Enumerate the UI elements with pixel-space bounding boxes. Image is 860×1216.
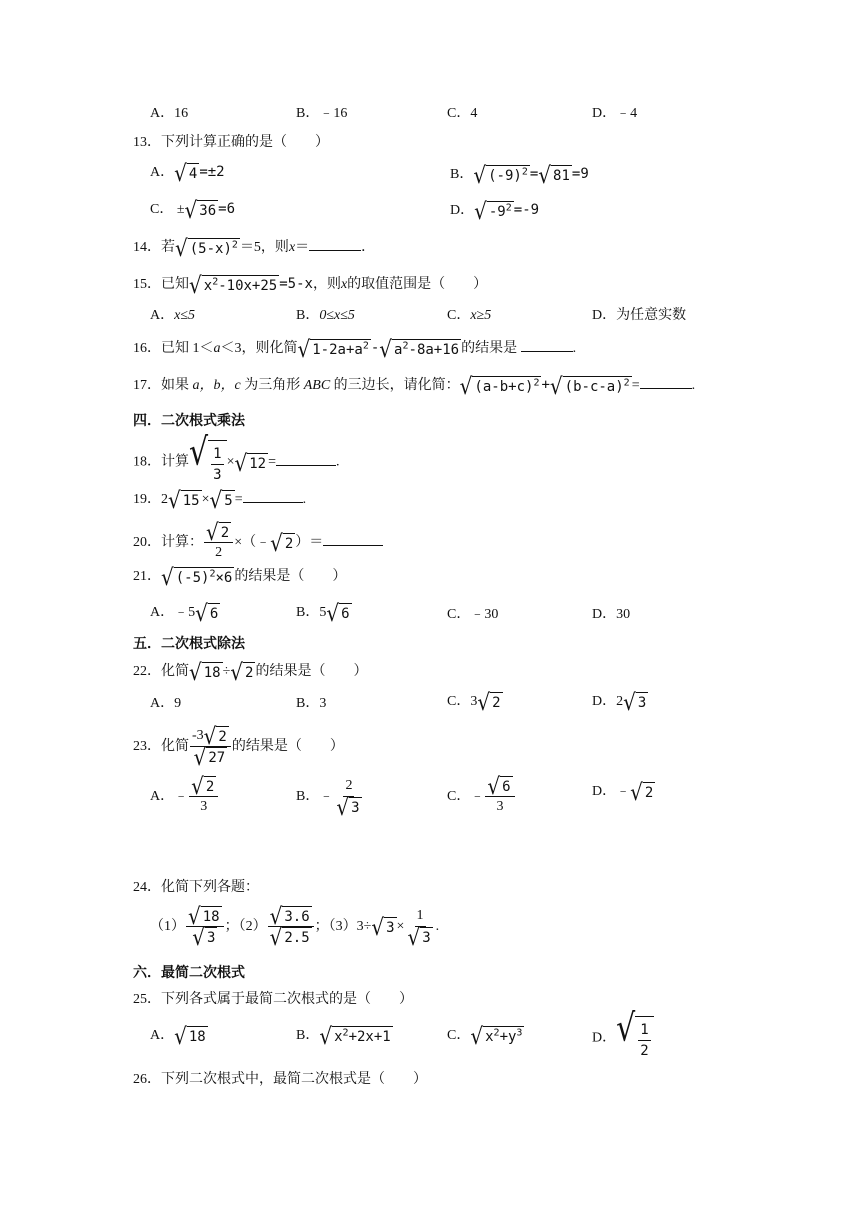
minus: - <box>370 340 380 356</box>
question-15 <box>133 270 488 299</box>
text: ． <box>361 240 376 255</box>
exponent: 2 <box>521 166 528 178</box>
exponent: 2 <box>212 276 219 288</box>
denominator: 3 <box>200 799 208 815</box>
radicand: 18 <box>202 662 223 682</box>
radicand: (b-c-a) <box>564 378 624 395</box>
radicand: 6 <box>500 776 512 796</box>
radicand: 4 <box>187 163 199 183</box>
radicand: -8a+16 <box>408 341 460 358</box>
option-label: A． <box>150 1028 175 1044</box>
text: ×（﹣ <box>234 534 271 550</box>
radicand: 2 <box>490 692 502 712</box>
question-number: 13． <box>133 135 161 150</box>
option-label: B．5 <box>296 605 327 621</box>
sqrt-expression: √ 3 <box>371 912 395 941</box>
question-19 <box>133 485 307 514</box>
option-text: x≥5 <box>470 308 492 323</box>
text: 化简 <box>161 664 189 680</box>
text: ＝5，则 <box>239 240 289 255</box>
variables: a，b，c <box>192 378 241 393</box>
question-24-parts <box>150 902 440 952</box>
radicand: 27 <box>206 747 227 767</box>
radicand: ×6 <box>215 570 233 586</box>
radicand: 36 <box>197 200 218 220</box>
q22-option-a: A．9 <box>150 696 182 711</box>
equals: = <box>529 166 539 182</box>
question-number: 26． <box>133 1072 161 1087</box>
question-number: 17． <box>133 378 161 393</box>
option-label: A．﹣5 <box>150 605 196 621</box>
q23-option-a <box>150 772 219 817</box>
sqrt-expression: √ $a^2-8a+16$ <box>379 334 460 363</box>
text: 为三角形 <box>244 378 301 393</box>
section-heading: 五．二次根式除法 <box>133 636 245 652</box>
radicand: 3 <box>205 927 217 947</box>
sqrt-expression: √ 2 <box>191 772 215 800</box>
radicand: 3 <box>349 797 361 817</box>
radicand: 5 <box>222 490 234 510</box>
radicand: 6 <box>208 603 220 623</box>
option-label: C． <box>150 202 174 217</box>
text: . <box>691 378 696 393</box>
question-26 <box>133 1070 427 1090</box>
question-number: 25． <box>133 992 161 1007</box>
radicand: 12 <box>247 453 268 473</box>
option-label: D． <box>450 203 475 218</box>
plus: + <box>541 377 550 393</box>
equals: = <box>631 378 640 393</box>
q13-option-d <box>450 196 540 225</box>
q21-option-c: C．﹣30 <box>447 607 499 622</box>
q21-option-b <box>296 599 352 627</box>
text: ）＝ <box>295 534 324 550</box>
sqrt-expression: √ 18 <box>188 902 220 930</box>
q25-option-d <box>592 1006 654 1061</box>
question-13 <box>133 133 329 153</box>
sqrt-expression: √ $1-2a+a^2$ <box>297 334 369 363</box>
sqrt-expression: √ 4 <box>174 158 198 187</box>
sqrt-expression: √ $(a-b+c)^2$ <box>459 371 540 400</box>
times: × <box>396 918 405 934</box>
sqrt-expression: √ 5 <box>209 485 233 514</box>
sqrt-expression: √ $(-5)^2\times 6$ <box>161 563 233 591</box>
option-label: C．3 <box>447 694 478 710</box>
radicand: 1-2a+a <box>312 341 363 358</box>
numerator: 1 <box>415 906 426 927</box>
text: 的三边长，请化简： <box>333 378 460 393</box>
radicand: 18 <box>187 1026 208 1046</box>
text: 计算： <box>161 534 203 550</box>
q22-option-d <box>592 688 648 716</box>
text: 的结果是（ ） <box>231 738 344 754</box>
radicand: +2x+1 <box>348 1029 391 1045</box>
text: 计算 <box>161 454 189 470</box>
radicand: (a-b+c) <box>474 378 534 395</box>
times: × <box>226 454 235 470</box>
denominator: 3 <box>496 799 504 815</box>
option-label: B． <box>450 167 474 182</box>
sqrt-expression: √ 2 <box>230 658 254 686</box>
radicand: x <box>203 277 213 294</box>
option-text: x≤5 <box>174 308 196 323</box>
radicand: 2 <box>204 776 216 796</box>
option-rest: =-9 <box>513 202 540 218</box>
radicand: -10x+25 <box>218 277 278 294</box>
answer-blank[interactable] <box>640 374 692 389</box>
radicand: x <box>334 1029 343 1045</box>
text: 的取值范围是（ ） <box>347 277 488 292</box>
equals: = <box>234 492 243 507</box>
question-number: 21． <box>133 569 161 585</box>
option-rest: =6 <box>218 201 235 217</box>
sqrt-expression: √ 2 <box>630 778 654 806</box>
q23-option-d <box>592 778 655 806</box>
text: 若 <box>161 240 175 255</box>
q13-option-a <box>150 158 225 187</box>
radicand: 3 <box>420 927 432 947</box>
question-number: 14． <box>133 240 161 255</box>
exponent: 2 <box>623 377 630 389</box>
fraction <box>190 722 231 772</box>
fraction <box>204 518 233 563</box>
fraction <box>485 772 514 817</box>
option-label: D．2 <box>592 694 624 710</box>
q13-option-c <box>150 195 235 224</box>
sqrt-expression: √ 6 <box>195 599 219 627</box>
text: ，则 <box>312 277 341 292</box>
question-stem: 下列二次根式中，最简二次根式是（ ） <box>161 1072 427 1087</box>
radicand: a <box>394 341 403 358</box>
option-label: C． <box>447 308 471 323</box>
q21-option-a <box>150 599 220 627</box>
numerator: 2 <box>343 776 354 797</box>
question-14 <box>133 233 376 262</box>
question-23 <box>133 722 344 772</box>
plus-minus: ± <box>176 202 185 217</box>
text: 已知 <box>161 277 189 292</box>
variable: x <box>288 240 296 255</box>
question-17 <box>133 371 696 400</box>
q25-option-c <box>447 1022 524 1050</box>
variable: a <box>213 341 221 356</box>
sqrt-expression: √ 3.6 <box>269 902 310 930</box>
question-number: 23． <box>133 738 161 754</box>
radicand: 81 <box>551 165 572 185</box>
question-stem: 下列各式属于最简二次根式的是（ ） <box>161 992 413 1007</box>
sqrt-expression: √ 3 <box>192 923 216 952</box>
q23-option-b <box>296 776 365 821</box>
q15-option-a <box>150 306 195 326</box>
option-text: 0≤x≤5 <box>319 308 355 323</box>
sqrt-expression: √ 2 <box>477 688 501 716</box>
text: 化简 <box>161 738 189 754</box>
option-label: A． <box>150 165 175 180</box>
exponent: 2 <box>231 239 238 251</box>
answer-blank[interactable] <box>276 451 336 466</box>
sqrt-expression: √ 81 <box>538 160 570 189</box>
option-rest: =9 <box>571 166 589 182</box>
question-number: 24． <box>133 880 161 895</box>
question-16 <box>133 334 577 363</box>
radicand: 18 <box>201 906 222 926</box>
q22-option-c <box>447 688 503 716</box>
exponent: 2 <box>362 340 369 352</box>
question-22 <box>133 658 368 686</box>
text: 已知 1＜ <box>161 341 214 356</box>
sqrt-expression: √ 2 <box>203 722 227 750</box>
question-number: 18． <box>133 454 161 470</box>
text: ＝ <box>295 240 310 255</box>
question-stem: 下列计算正确的是（ ） <box>161 135 329 150</box>
numerator: 1 <box>211 444 223 465</box>
radicand: 2.5 <box>282 927 311 947</box>
answer-blank[interactable] <box>309 236 361 251</box>
question-21 <box>133 563 347 591</box>
radicand: 3.6 <box>282 906 311 926</box>
option-label: B． <box>296 308 320 323</box>
radicand: 6 <box>339 603 351 623</box>
radicand: 2 <box>216 726 228 746</box>
part-label: ；（2） <box>224 918 267 934</box>
sqrt-expression: √ 3 <box>407 923 431 951</box>
q15-option-b <box>296 306 355 326</box>
question-24 <box>133 878 259 898</box>
exponent: 2 <box>533 377 540 389</box>
sqrt-expression: √ 15 <box>168 485 200 514</box>
q15-option-c <box>447 306 491 326</box>
radicand: (5-x) <box>189 240 232 257</box>
option-label: D．﹣ <box>592 784 631 800</box>
answer-blank[interactable] <box>323 531 383 546</box>
exponent: 2 <box>342 1027 349 1039</box>
text: ＜3，则化简 <box>220 341 298 356</box>
q12-option-d: D．﹣4 <box>592 106 638 121</box>
option-label: A． <box>150 308 175 323</box>
sqrt-expression: √ $\frac{1}{3}$ <box>189 440 227 485</box>
radicand: 15 <box>181 490 202 510</box>
sqrt-expression: √ 2 <box>270 528 294 557</box>
text: 的结果是（ ） <box>234 569 347 585</box>
q13-option-b <box>450 160 589 189</box>
radicand: 2 <box>283 533 295 553</box>
answer-blank[interactable] <box>521 337 573 352</box>
question-number: 19． <box>133 492 161 507</box>
fraction <box>334 776 363 821</box>
equals: = <box>268 454 276 470</box>
sqrt-expression: √ 18 <box>189 658 221 686</box>
coefficient: 2 <box>161 492 168 507</box>
q25-option-b <box>296 1022 393 1050</box>
radicand: 2 <box>219 522 231 542</box>
sqrt-expression: √ $\frac{1}{2}$ <box>616 1016 654 1061</box>
question-number: 22． <box>133 664 161 680</box>
sqrt-expression: √ 3 <box>623 688 647 716</box>
radicand: +y <box>499 1029 517 1045</box>
exponent: 2 <box>402 340 409 352</box>
q12-option-c: C．4 <box>447 106 478 121</box>
text: . <box>302 492 307 507</box>
sqrt-expression: √ 2.5 <box>269 923 310 952</box>
exponent: 2 <box>505 202 512 214</box>
exponent: 2 <box>493 1027 500 1039</box>
option-label: B．﹣ <box>296 788 334 804</box>
option-label: A．﹣ <box>150 788 189 804</box>
question-18 <box>133 430 340 485</box>
radicand: -9 <box>488 203 506 220</box>
radicand: 3 <box>636 692 648 712</box>
sqrt-expression: √ 18 <box>174 1022 206 1050</box>
fraction <box>405 906 434 951</box>
radicand: 2 <box>643 782 655 802</box>
radicand: (-5) <box>175 570 210 586</box>
radicand: (-9) <box>488 167 522 184</box>
sqrt-expression: √ $(-9)^2$ <box>473 160 528 189</box>
radicand: 3 <box>384 917 396 937</box>
numerator-coefficient: -3 <box>192 728 204 744</box>
fraction <box>211 444 223 485</box>
option-rest: =±2 <box>199 164 225 180</box>
sqrt-expression: √ $x^2+2x+1$ <box>319 1022 391 1050</box>
sqrt-expression: √ 27 <box>193 743 226 772</box>
q23-option-c <box>447 772 516 817</box>
text: 如果 <box>161 378 189 393</box>
question-number: 16． <box>133 341 161 356</box>
text: 的结果是（ ） <box>255 664 368 680</box>
q12-option-b: B．﹣16 <box>296 106 348 121</box>
option-label: C． <box>447 1028 471 1044</box>
answer-blank[interactable] <box>243 488 303 503</box>
text: . <box>572 341 577 356</box>
times: × <box>201 492 210 507</box>
question-number: 15． <box>133 277 161 292</box>
sqrt-expression: √ 6 <box>326 599 350 627</box>
question-stem: 化简下列各题： <box>161 880 259 895</box>
fraction <box>186 902 224 952</box>
section-heading: 六．最简二次根式 <box>133 965 245 981</box>
text: 的结果是 <box>461 341 518 356</box>
text: =5-x <box>279 276 313 292</box>
sqrt-expression: √ 2 <box>206 518 230 546</box>
fraction <box>189 772 218 817</box>
option-label: D． <box>592 1030 617 1046</box>
option-label: C．﹣ <box>447 788 485 804</box>
sqrt-expression: √ $(5-x)^2$ <box>175 233 238 262</box>
fraction <box>638 1020 650 1061</box>
q12-option-a: A．16 <box>150 106 189 121</box>
divide: ÷ <box>222 664 231 680</box>
radicand: 2 <box>243 662 255 682</box>
option-label: B． <box>296 1028 320 1044</box>
radicand: x <box>485 1029 494 1045</box>
sqrt-expression: √ $x^2-10x+25$ <box>189 270 278 299</box>
text: . <box>435 918 440 934</box>
q21-option-d: D．30 <box>592 607 631 622</box>
sqrt-expression: √ 3 <box>336 793 360 821</box>
variable: x <box>340 277 348 292</box>
question-20 <box>133 518 383 563</box>
sqrt-expression: √ 12 <box>234 448 267 477</box>
sqrt-expression: √ 36 <box>184 195 217 224</box>
numerator: 1 <box>638 1020 650 1041</box>
sqrt-expression: √ $(b-c-a)^2$ <box>549 371 630 400</box>
denominator: 3 <box>213 467 222 483</box>
sqrt-expression: √ $-9^2$ <box>474 196 512 225</box>
denominator: 2 <box>640 1043 649 1059</box>
part-label: （1） <box>150 918 185 934</box>
section-heading: 四．二次根式乘法 <box>133 413 245 429</box>
q25-option-a <box>150 1022 208 1050</box>
fraction <box>268 902 314 952</box>
part-label: ；（3）3÷ <box>314 918 372 934</box>
question-number: 20． <box>133 534 161 550</box>
question-25 <box>133 990 413 1010</box>
denominator: 2 <box>215 545 223 561</box>
sqrt-expression: √ $x^2+y^3$ <box>470 1022 523 1050</box>
q22-option-b: B．3 <box>296 696 327 711</box>
triangle-name: ABC <box>303 378 331 393</box>
exponent: 3 <box>516 1027 523 1039</box>
q15-option-d: D．为任意实数 <box>592 308 687 323</box>
sqrt-expression: √ 6 <box>487 772 511 800</box>
text: . <box>335 454 340 470</box>
exponent: 2 <box>209 568 216 580</box>
